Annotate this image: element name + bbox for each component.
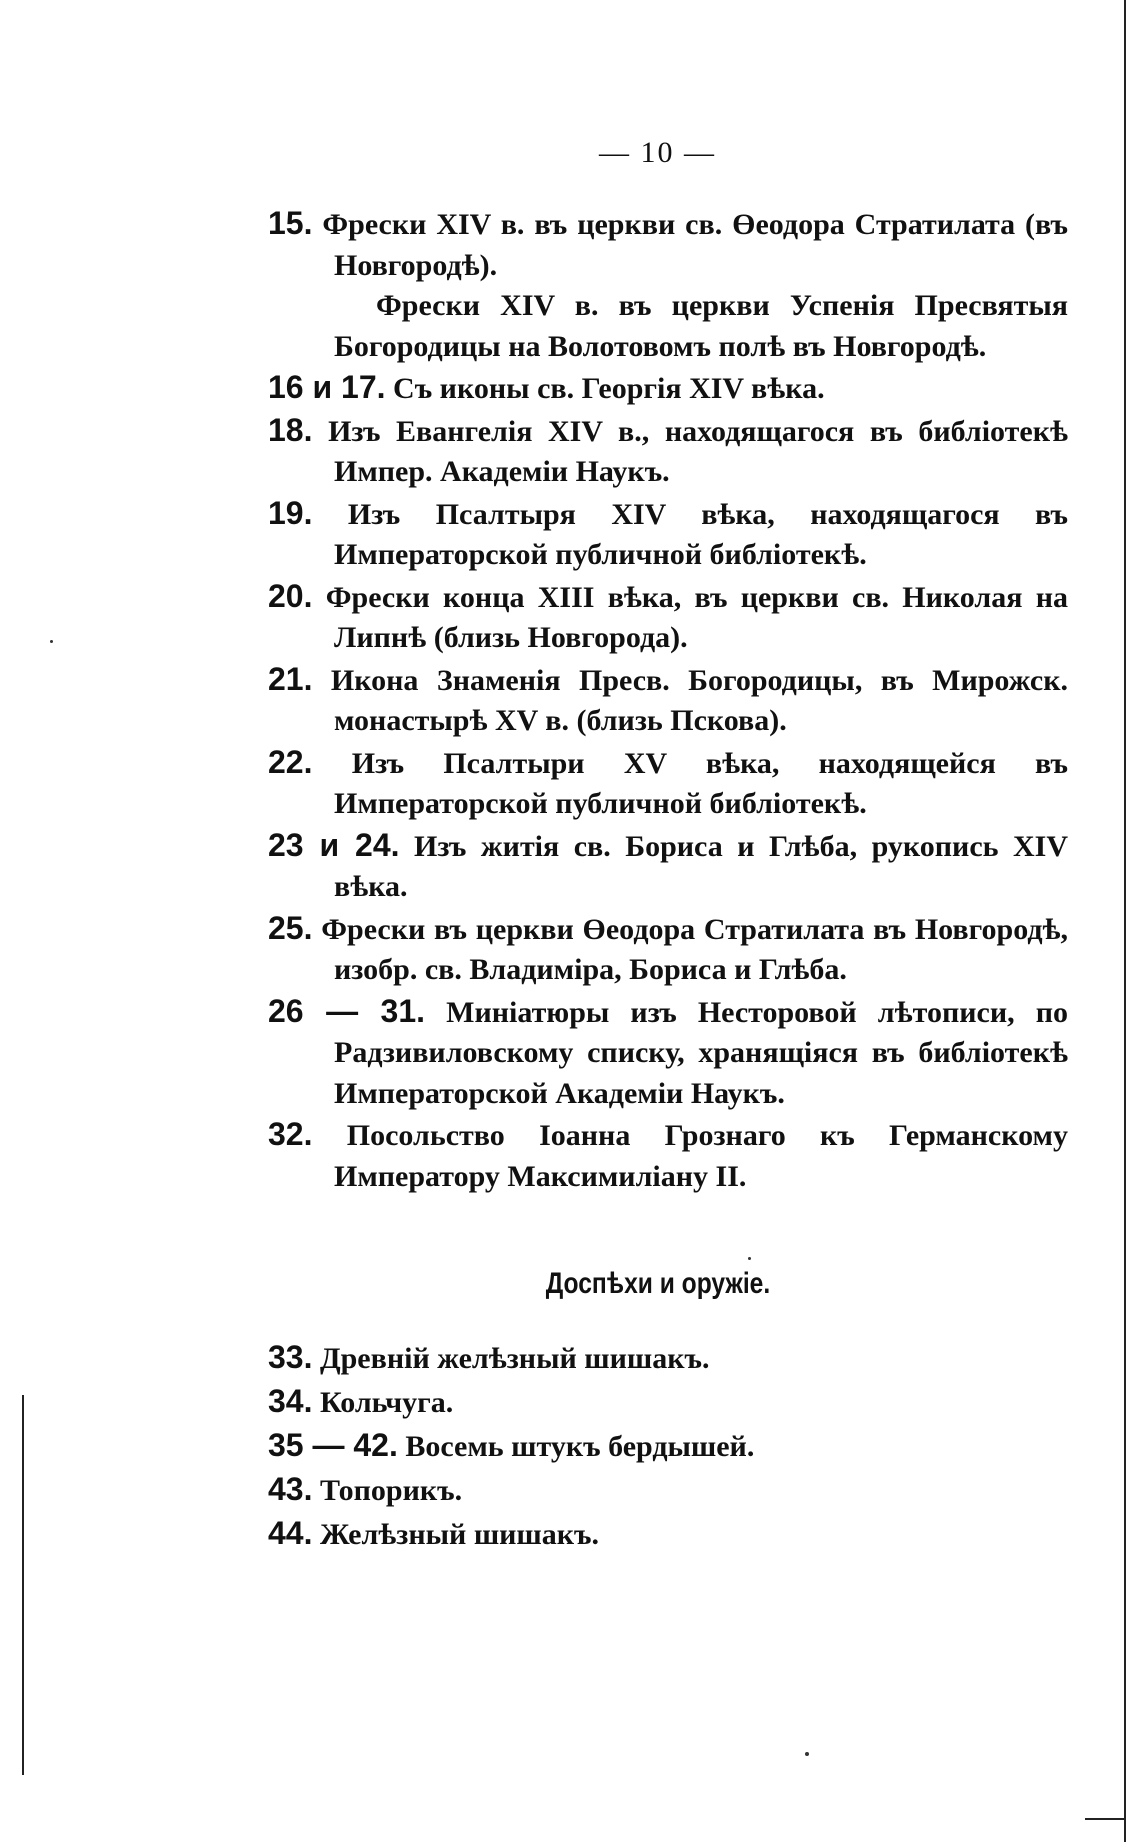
scan-edge-left: [22, 1395, 24, 1775]
item-text: Миніатюры изъ Несторовой лѣтописи, по Радзивиловскому списку, хранящіяся въ библіотекѣ Императорской Академіи Наукъ.: [334, 995, 1069, 1110]
list-item: [268, 991, 1068, 1115]
scan-edge-right: [1124, 0, 1126, 1842]
list-item: [268, 1424, 1068, 1468]
list-item: [268, 203, 1068, 286]
item-text: Фрески конца XIII вѣка, въ церкви св. Николая на Липнѣ (близь Новгорода).: [325, 580, 1069, 654]
list-item: [268, 1468, 1068, 1512]
item-text: Изъ Евангелія XIV в., находящагося въ библіотекѣ Импер. Академіи Наукъ.: [328, 414, 1068, 488]
item-number: 21.: [268, 660, 313, 697]
item-text: Восемь штукъ бердышей.: [405, 1430, 755, 1463]
item-number: 15.: [268, 205, 313, 241]
item-number: 32.: [268, 1116, 313, 1152]
list-item: [268, 908, 1068, 991]
item-text: Изъ Псалтыри XV вѣка, находящейся въ Императорской публичной библіотекѣ.: [334, 746, 1068, 820]
item-number: 22.: [268, 743, 313, 780]
item-number: 23 и 24.: [268, 826, 400, 863]
item-number: 18.: [268, 411, 313, 448]
item-text: Древній желѣзный шишакъ.: [319, 1342, 710, 1375]
list-item: [268, 1336, 1068, 1380]
item-text: Фрески въ церкви Өеодора Стратилата въ Новгородѣ, изобр. св. Владиміра, Бориса и Глѣба.: [321, 912, 1069, 986]
item-number: 26 — 31.: [268, 992, 426, 1029]
item-text: Фрески XIV в. въ церкви св. Өеодора Стратилата (въ Новгородѣ).: [322, 208, 1068, 282]
list-item: [268, 493, 1068, 576]
item-text: Изъ Псалтыря XIV вѣка, находящагося въ Императорской публичной библіотекѣ.: [334, 497, 1068, 571]
scan-speck: [50, 640, 53, 643]
item-text: Икона Знаменія Пресв. Богородицы, въ Мирожск. монастырѣ XV в. (близь Пскова).: [330, 663, 1068, 737]
item-number: 35 — 42.: [268, 1427, 398, 1463]
item-text: Желѣзный шишакъ.: [319, 1518, 600, 1551]
item-number: 16 и 17.: [268, 369, 386, 405]
scan-speck: [805, 1752, 809, 1756]
item-text: Посольство Іоанна Грознаго къ Германскому Императору Максимиліану II.: [334, 1119, 1068, 1193]
list-item: [268, 367, 1068, 410]
list-item: [268, 410, 1068, 493]
illustrations-list: [268, 203, 1068, 1197]
item-number: 44.: [268, 1515, 313, 1551]
section-title: Доспѣхи и оружіе.: [545, 1267, 771, 1300]
list-item: [268, 659, 1068, 742]
list-item: [268, 1380, 1068, 1424]
item-number: 19.: [268, 494, 313, 531]
scan-edge-bottom: [1085, 1818, 1125, 1820]
list-item: [268, 1512, 1068, 1556]
item-text: Кольчуга.: [319, 1386, 454, 1419]
item-number: 20.: [268, 577, 313, 614]
page-number: — 10 —: [599, 136, 716, 169]
armor-list: [268, 1336, 1068, 1556]
item-number: 33.: [268, 1339, 313, 1375]
list-item: [268, 576, 1068, 659]
list-item: [268, 1114, 1068, 1197]
item-number: 34.: [268, 1383, 313, 1419]
item-text: Изъ житія св. Бориса и Глѣба, рукопись XIV вѣка.: [334, 829, 1068, 903]
list-item: [268, 286, 1068, 367]
list-item: [268, 825, 1068, 908]
item-text: Фрески XIV в. въ церкви Успенія Пресвятыя Богородицы на Волотовомъ полѣ въ Новгородѣ.: [334, 289, 1068, 363]
scan-speck: [748, 1257, 751, 1260]
item-number: 25.: [268, 909, 313, 946]
list-item: [268, 742, 1068, 825]
item-text: Топорикъ.: [319, 1474, 463, 1507]
item-text: Съ иконы св. Георгія XIV вѣка.: [393, 372, 825, 405]
item-number: 43.: [268, 1471, 313, 1507]
